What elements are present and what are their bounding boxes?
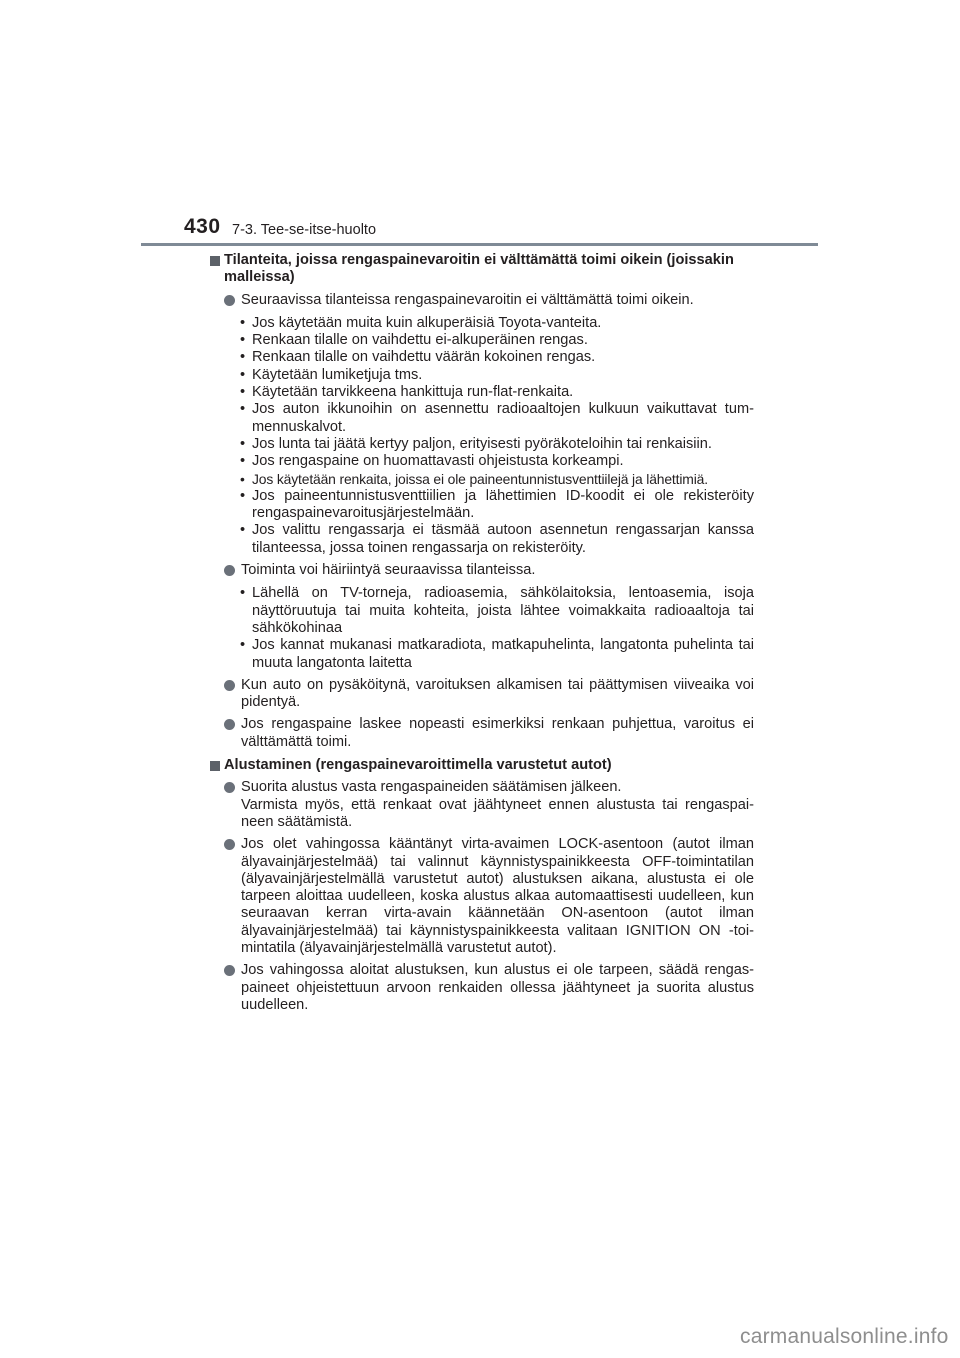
circle-bullet-icon <box>224 719 235 730</box>
list-item-text: Toiminta voi häiriintyä seuraavissa tilanteissa. <box>241 562 536 579</box>
bullet-item <box>210 436 754 453</box>
section-heading <box>210 252 754 287</box>
circle-bullet-icon <box>224 782 235 793</box>
bullet-item <box>210 349 754 366</box>
page-number: 430 <box>184 215 221 238</box>
dot-bullet-icon: • <box>240 453 246 470</box>
list-item-text: Jos olet vahingossa kääntänyt virta-avaimen LOCK-asentoon (autot ilman älyavainjärjestelmää) tai valinnut käynnistyspainikkeesta OFF-toimintatilan (älyavainjärjestelmällä varustetut autot) alustuksen aikana, alustusta ei ole tarpeen aloittaa uudelleen, koska alustus alkaa automaattisesti uudelleen, kun seuraavan kerran virta-avain käännetään ON-asentoon (autot ilman älyavainjärjestelmää) tai käynnistyspainikkeesta valitaan IGNITION ON -toi-mintatila (älyavainjärjestelmällä varustetut autot). <box>241 836 754 956</box>
bullet-item-text: Käytetään lumiketjuja tms. <box>252 366 423 383</box>
list-item <box>210 716 754 751</box>
dot-bullet-icon: • <box>240 349 246 366</box>
list-item-text: Seuraavissa tilanteissa rengaspainevaroitin ei välttämättä toimi oikein. <box>241 291 694 308</box>
list-item <box>210 292 754 309</box>
list-item <box>210 562 754 579</box>
dot-bullet-icon: • <box>240 585 246 602</box>
circle-bullet-icon <box>224 965 235 976</box>
list-item-text-continued: Varmista myös, että renkaat ovat jäähtyneet ennen alustusta tai rengaspai-neen säätämistä. <box>241 796 754 830</box>
dot-bullet-icon: • <box>240 314 246 331</box>
bullet-item <box>210 585 754 637</box>
bullet-item-text: Jos kannat mukanasi matkaradiota, matkapuhelinta, langatonta puhelinta tai muuta langatonta laitetta <box>252 637 754 671</box>
section-heading <box>210 757 754 774</box>
bullet-item-text: Jos valittu rengassarja ei täsmää autoon asennetun rengassarjan kanssa tilanteessa, jossa toinen rengassarja on rekisteröity. <box>252 522 754 556</box>
list-item <box>210 779 754 831</box>
bullet-item <box>210 315 754 332</box>
list-item-text: Kun auto on pysäköitynä, varoituksen alkamisen tai päättymisen viiveaika voi pidentyä. <box>241 676 754 711</box>
dot-bullet-icon: • <box>240 522 246 539</box>
page-content <box>210 252 754 1014</box>
bullet-list <box>210 585 754 671</box>
circle-bullet-icon <box>224 680 235 691</box>
bullet-item <box>210 522 754 557</box>
list-item-text: Jos vahingossa aloitat alustuksen, kun alustus ei ole tarpeen, säädä rengas-paineet ohjeistettuun arvoon renkaiden ollessa jäähtyneet ja suorita alustus uudelleen. <box>241 962 754 1013</box>
bullet-item <box>210 471 754 488</box>
bullet-item-text: Renkaan tilalle on vaihdettu ei-alkuperäinen rengas. <box>252 332 588 349</box>
circle-bullet-icon <box>224 565 235 576</box>
list-item <box>210 836 754 957</box>
bullet-item-text: Jos auton ikkunoihin on asennettu radioaaltojen kulkuun vaikuttavat tum-mennuskalvot. <box>252 401 754 435</box>
section-heading-text: Alustaminen (rengaspainevaroittimella varustetut autot) <box>224 757 612 774</box>
list-item-text: Suorita alustus vasta rengaspaineiden säätämisen jälkeen. <box>241 779 622 796</box>
dot-bullet-icon: • <box>240 401 246 418</box>
circle-bullet-icon <box>224 295 235 306</box>
square-bullet-icon <box>210 256 220 266</box>
square-bullet-icon <box>210 761 220 771</box>
circle-bullet-icon <box>224 839 235 850</box>
dot-bullet-icon: • <box>240 637 246 654</box>
dot-bullet-icon: • <box>240 366 246 383</box>
section-heading-text: Tilanteita, joissa rengaspainevaroitin ei välttämättä toimi oikein (joissakin malleissa) <box>224 252 734 286</box>
bullet-item-text: Renkaan tilalle on vaihdettu väärän kokoinen rengas. <box>252 349 596 366</box>
bullet-list <box>210 315 754 557</box>
dot-bullet-icon: • <box>240 332 246 349</box>
list-item <box>210 677 754 712</box>
bullet-item <box>210 332 754 349</box>
dot-bullet-icon: • <box>240 470 245 487</box>
bullet-item <box>210 367 754 384</box>
bullet-item-text: Jos käytetään muita kuin alkuperäisiä Toyota-vanteita. <box>252 314 602 331</box>
dot-bullet-icon: • <box>240 384 246 401</box>
bullet-item-text: Jos paineentunnistusventtiilien ja lähettimien ID-koodit ei ole rekisteröity rengaspainevaroitusjärjestelmään. <box>252 487 754 522</box>
bullet-item-text: Lähellä on TV-torneja, radioasemia, sähkölaitoksia, lentoasemia, isoja näyttöruutuja tai muita kohteita, joista lähtee voimakkaita radioaaltoja tai sähkökohinaa <box>252 585 754 636</box>
bullet-item <box>210 384 754 401</box>
bullet-item <box>210 488 754 523</box>
list-item-text: Jos rengaspaine laskee nopeasti esimerkiksi renkaan puhjettua, varoitus ei välttämättä toimi. <box>241 716 754 750</box>
bullet-item <box>210 401 754 436</box>
watermark: carmanualsonline.info <box>740 1325 949 1348</box>
bullet-item <box>210 453 754 470</box>
bullet-item-text: Jos lunta tai jäätä kertyy paljon, erityisesti pyöräkoteloihin tai renkaisiin. <box>252 435 712 452</box>
section-title: 7-3. Tee-se-itse-huolto <box>232 222 377 238</box>
dot-bullet-icon: • <box>240 487 246 504</box>
bullet-item-text: Jos rengaspaine on huomattavasti ohjeistusta korkeampi. <box>252 453 624 470</box>
list-item <box>210 962 754 1014</box>
bullet-item-text: Käytetään tarvikkeena hankittuja run-flat-renkaita. <box>252 384 574 401</box>
bullet-item-text: Jos käytetään renkaita, joissa ei ole paineentunnistusventtiilejä ja lähettimiä. <box>252 470 708 487</box>
bullet-item <box>210 637 754 672</box>
header-divider <box>141 243 818 246</box>
dot-bullet-icon: • <box>240 435 246 452</box>
